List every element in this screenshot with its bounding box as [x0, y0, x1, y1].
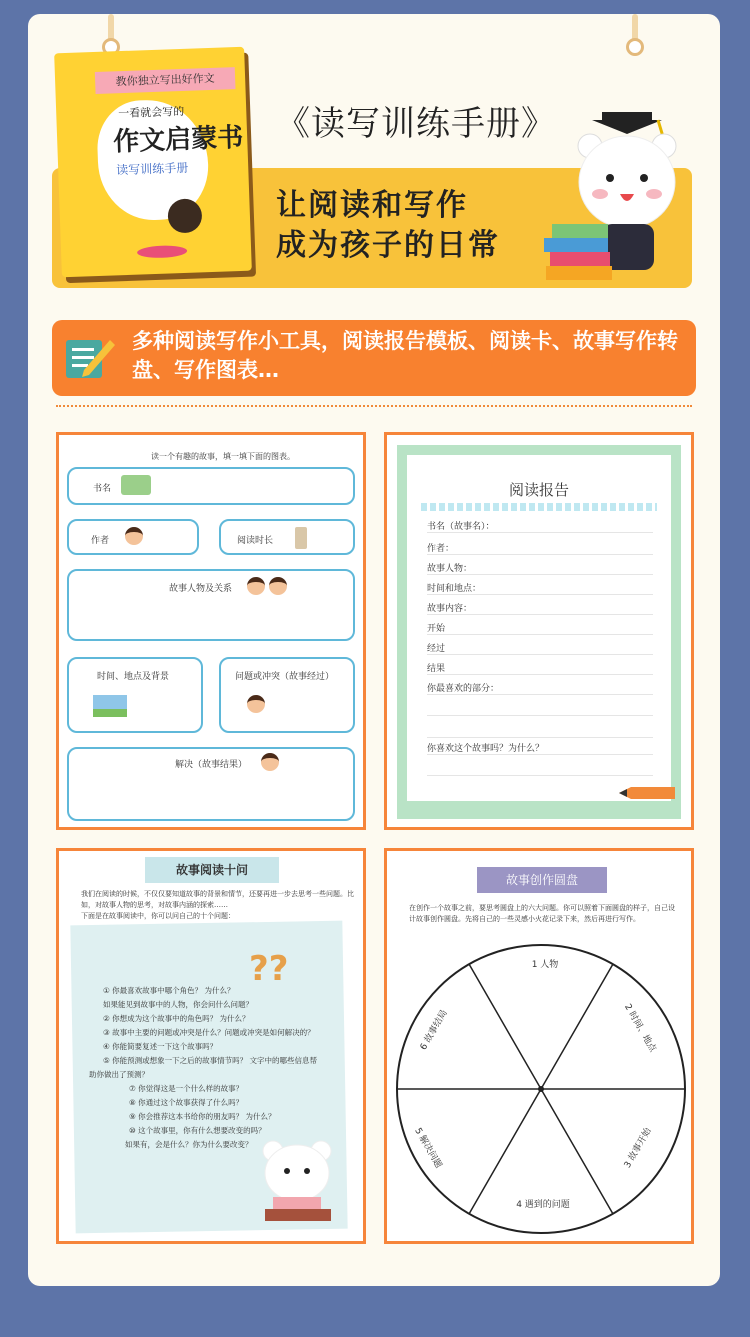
report-line: 结果	[427, 661, 653, 675]
problem-box	[219, 657, 355, 733]
wheel-segment-6: 6 故事结局	[418, 1008, 450, 1053]
solution-label: 解决（故事结果）	[175, 760, 248, 770]
author-label: 作者	[91, 536, 110, 546]
landscape-icon	[93, 695, 127, 717]
report-pattern	[421, 503, 657, 511]
question-marks-icon: ??	[249, 949, 289, 989]
question-item: 助你做出了预测？	[89, 1070, 149, 1079]
wheel-segment-3: 3 故事开始	[622, 1126, 654, 1171]
book-title-line3: 读写训练手册	[116, 160, 189, 178]
book-cover-image	[54, 47, 252, 277]
ten-questions-panel	[56, 848, 366, 1244]
book-name-label: 书名	[93, 484, 112, 494]
wheel-segment-1: 1 人物	[531, 960, 559, 970]
question-item: ④ 你能简要复述一下这个故事吗？	[103, 1042, 218, 1051]
question-item: ① 你最喜欢故事中哪个角色？ 为什么？	[103, 986, 235, 995]
reading-report-panel	[384, 432, 694, 830]
reading-time-label: 阅读时长	[237, 536, 274, 546]
report-line: 你最喜欢的部分：	[427, 681, 653, 695]
report-line	[427, 727, 653, 738]
reading-time-box	[219, 519, 355, 555]
time-place-label: 时间、地点及背景	[97, 672, 170, 682]
book-title-line2: 作文启蒙书	[112, 122, 244, 158]
ten-questions-title: 故事阅读十问	[145, 857, 279, 883]
question-item: ⑨ 你会推荐这本书给你的朋友吗？ 为什么？	[129, 1112, 276, 1121]
problem-label: 问题或冲突（故事经过）	[235, 672, 335, 682]
binder-ring-right	[632, 14, 638, 44]
time-place-box	[67, 657, 203, 733]
story-wheel-title: 故事创作圆盘	[477, 867, 607, 893]
question-item: ③ 故事中主要的问题或冲突是什么？问题或冲突是如何解决的？	[103, 1028, 315, 1037]
solution-box	[67, 747, 355, 821]
cartoon-kid-icon	[167, 198, 202, 233]
question-item: ⑤ 你能预测或想象一下之后的故事情节吗？ 文字中的哪些信息帮	[103, 1056, 317, 1065]
problem-face-icon	[247, 695, 265, 713]
ten-questions-intro: 我们在阅读的时候，不仅仅要知道故事的背景和情节，还要再进一步去思考一些问题。比如，对故事人物的思考，对故事内涵的探索……	[81, 890, 354, 909]
report-line: 书名（故事名）：	[427, 519, 653, 533]
report-line: 你喜欢这个故事吗？为什么？	[427, 741, 653, 755]
report-line	[427, 705, 653, 716]
question-item: ⑩ 这个故事里，你有什么想要改变的吗？	[129, 1126, 266, 1135]
bear-reading-icon	[259, 1135, 339, 1225]
question-item: ⑦ 你觉得这是一个什么样的故事？	[129, 1084, 244, 1093]
story-chart-panel	[56, 432, 366, 830]
report-line: 时间和地点：	[427, 581, 653, 595]
story-wheel-panel	[384, 848, 694, 1244]
report-title: 阅读报告	[508, 481, 569, 499]
question-item: 如果能见到故事中的人物，你会问什么问题？	[103, 1000, 253, 1009]
girl-face-icon	[269, 577, 287, 595]
report-line: 故事人物：	[427, 561, 653, 575]
question-item: 如果有，会是什么？你为什么要改变？	[125, 1140, 253, 1149]
boy-face-icon	[247, 577, 265, 595]
notepad-pencil-icon	[64, 334, 116, 380]
solution-face-icon	[261, 753, 279, 771]
book-title-line1: 一看就会写的	[118, 104, 185, 121]
open-book-icon	[121, 475, 151, 495]
pencil-icon	[619, 781, 679, 811]
characters-box	[67, 569, 355, 641]
report-line: 经过	[427, 641, 653, 655]
ten-questions-intro2: 下面是在故事阅读中，你可以问自己的十个问题：	[81, 912, 235, 920]
author-face-icon	[125, 527, 143, 545]
report-line	[427, 765, 653, 776]
book-stack-icon	[544, 222, 616, 282]
slogan-line1: 让阅读和写作	[276, 188, 468, 223]
report-sheet	[407, 455, 671, 801]
question-item: ⑧ 你通过这个故事获得了什么吗？	[129, 1098, 244, 1107]
dotted-divider	[56, 405, 692, 407]
story-chart-instruction: 读一个有趣的故事，填一填下面的图表。	[151, 452, 295, 461]
wheel-segment-5: 5 解决问题	[412, 1126, 444, 1171]
binder-ring-left	[108, 14, 114, 44]
wheel-segment-4: 4 遇到的问题	[516, 1200, 570, 1210]
report-line: 故事内容：	[427, 601, 653, 615]
story-wheel	[393, 941, 689, 1237]
report-line: 作者：	[427, 541, 653, 555]
feature-banner-text: 多种阅读写作小工具，阅读报告模板、阅读卡、故事写作转盘、写作图表…	[132, 329, 678, 382]
slogan	[276, 186, 500, 266]
slogan-line2: 成为孩子的日常	[276, 228, 500, 263]
hourglass-icon	[295, 527, 307, 549]
report-line: 开始	[427, 621, 653, 635]
characters-label: 故事人物及关系	[169, 584, 233, 594]
story-wheel-intro: 在创作一个故事之前，要思考圆盘上的六大问题。你可以照着下面圆盘的样子，自己设计故事创作圆盘。先将自己的一些灵感小火花记录下来，然后再进行写作。	[409, 904, 675, 923]
author-box	[67, 519, 199, 555]
report-frame	[397, 445, 681, 819]
wheel-segment-2: 2 时间、地点	[621, 1002, 658, 1054]
book-name-box	[67, 467, 355, 505]
magic-hole-icon	[137, 245, 187, 259]
question-item: ② 你想成为这个故事中的角色吗？ 为什么？	[103, 1014, 250, 1023]
page-title: 《读写训练手册》	[276, 104, 556, 144]
book-tag: 教你独立写出好作文	[95, 67, 236, 94]
